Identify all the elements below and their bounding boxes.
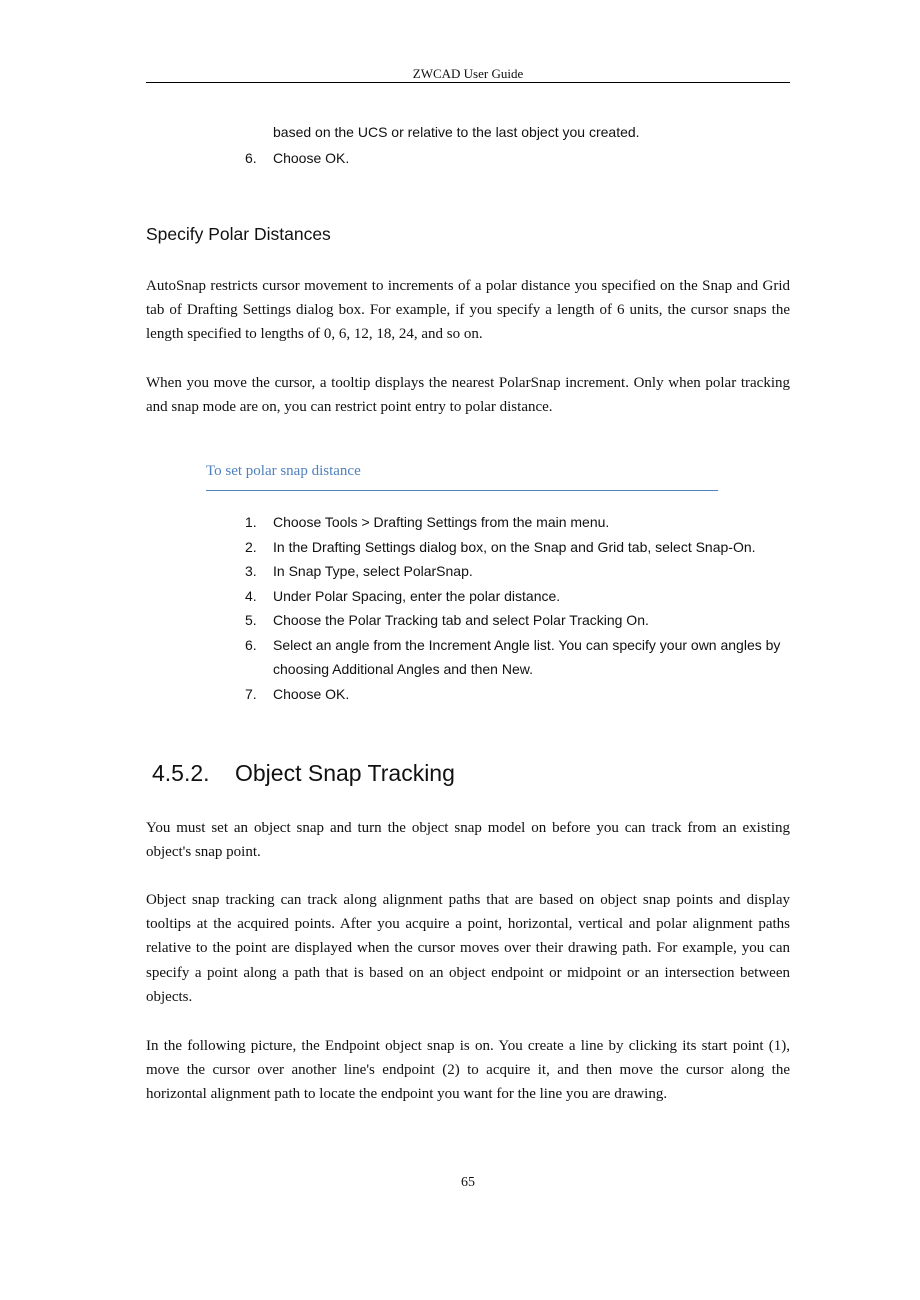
step-text: Under Polar Spacing, enter the polar distance.: [273, 587, 561, 604]
paragraph: You must set an object snap and turn the object snap model on before you can track from an existing object's snap point.: [146, 820, 790, 861]
list-item: [245, 510, 790, 535]
step-number: 6.: [245, 636, 257, 653]
step-number: 3.: [245, 563, 257, 579]
list-item: [245, 584, 790, 609]
paragraph: In the following picture, the Endpoint object snap is on. You create a line by clicking its start point (1), move the cursor over another line's endpoint (2) to acquire it, and then move the cursor along the horizontal alignment path to locate the endpoint you want for the line you are drawing.: [146, 1038, 790, 1103]
subsection-heading: Specify Polar Distances: [146, 224, 331, 244]
list-item: [245, 608, 790, 633]
paragraph: Object snap tracking can track along alignment paths that are based on object snap points and display tooltips at the acquired points. After you acquire a point, horizontal, vertical and polar alignment paths relative to the point are displayed when the cursor moves over their drawing path. For example, you can specify a point along a path that is based on an object endpoint or midpoint or an intersection between objects.: [146, 892, 790, 1005]
list-item: [245, 535, 790, 560]
continuation-text: based on the UCS or relative to the last object you created.: [273, 124, 640, 140]
page-header: ZWCAD User Guide: [412, 66, 524, 81]
step-text: Select an angle from the Increment Angle list. You can specify your own angles by choosing Additional Angles and then New.: [273, 636, 781, 677]
step-number: 2.: [245, 538, 257, 555]
paragraph: When you move the cursor, a tooltip displays the nearest PolarSnap increment. Only when polar tracking and snap mode are on, you can restrict point entry to polar distance.: [146, 375, 790, 416]
step-text: In the Drafting Settings dialog box, on the Snap and Grid tab, select Snap-On.: [273, 538, 756, 555]
page-number: 65: [461, 1175, 475, 1190]
procedure-steps: [245, 510, 790, 706]
header-divider: [146, 82, 790, 83]
list-item: [245, 146, 790, 171]
section-title: Object Snap Tracking: [235, 760, 455, 786]
step-number: 5.: [245, 612, 257, 628]
procedure-title: To set polar snap distance: [206, 463, 361, 479]
step-text: Choose OK.: [273, 150, 350, 166]
step-number: 6.: [245, 150, 257, 166]
step-text: Choose the Polar Tracking tab and select Polar Tracking On.: [273, 612, 649, 628]
procedure-divider: [206, 490, 718, 491]
step-text: Choose OK.: [273, 685, 350, 702]
step-number: 7.: [245, 685, 257, 702]
step-number: 1.: [245, 514, 257, 530]
step-number: 4.: [245, 587, 257, 604]
step-text: Choose Tools > Drafting Settings from the main menu.: [273, 514, 610, 530]
paragraph: AutoSnap restricts cursor movement to increments of a polar distance you specified on the Snap and Grid tab of Drafting Settings dialog box. For example, if you specify a length of 6 units, the cursor snaps the length specified to lengths of 0, 6, 12, 18, 24, and so on.: [146, 278, 790, 343]
section-heading: [152, 757, 455, 789]
step-text: In Snap Type, select PolarSnap.: [273, 563, 473, 579]
list-item: [245, 559, 790, 584]
section-number: 4.5.2.: [152, 760, 210, 786]
list-item: [245, 682, 790, 707]
list-item: [245, 633, 790, 682]
continuation-steps: [245, 146, 790, 171]
